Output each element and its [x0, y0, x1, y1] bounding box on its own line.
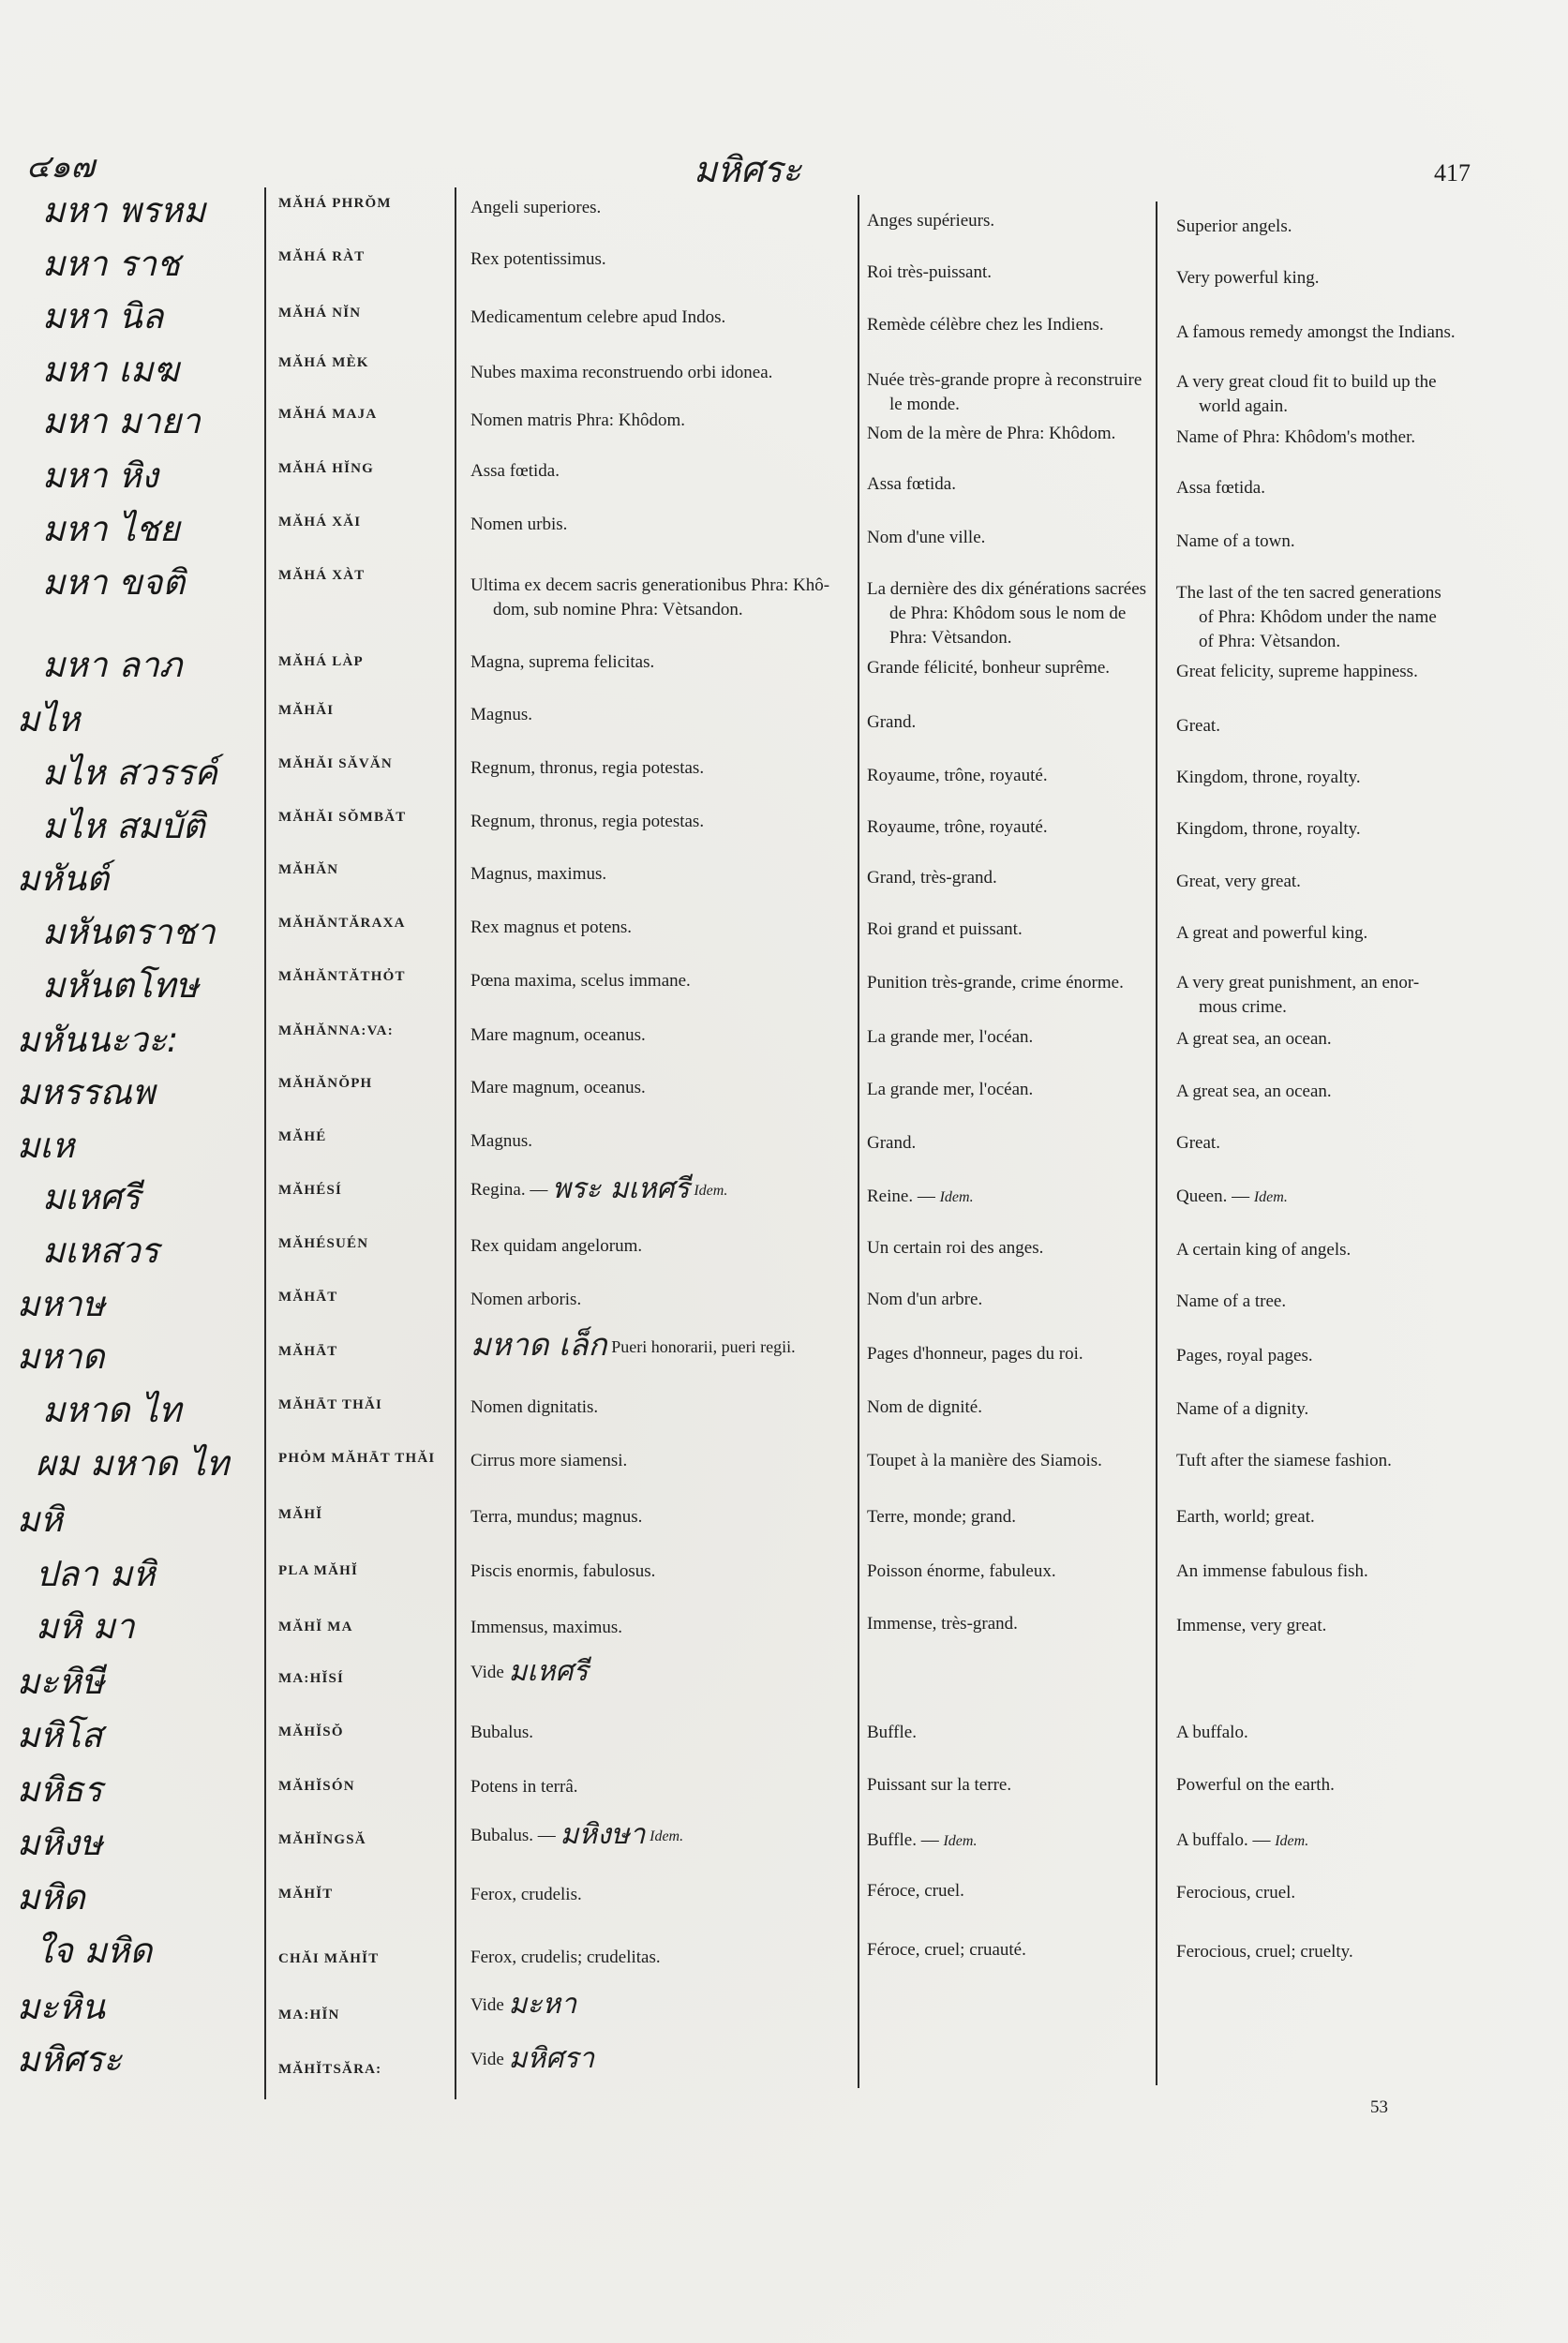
romanization: MĂHÉ: [278, 1129, 327, 1144]
french-line: Phra: Vètsandon.: [889, 628, 1012, 648]
latin-definition: Mare magnum, oceanus.: [470, 1025, 646, 1045]
latin-definition: Assa fœtida.: [470, 461, 560, 481]
english-definition: [1176, 971, 1478, 1020]
romanization: MĂHÁ RÀT: [278, 249, 366, 264]
latin-definition: Regnum, thronus, regia potestas.: [470, 758, 705, 778]
english-text: Queen. —: [1176, 1186, 1250, 1206]
english-definition: Great.: [1176, 1133, 1220, 1153]
french-definition: Grand, très-grand.: [867, 868, 997, 888]
thai-crossref: มหาด เล็ก: [470, 1326, 607, 1363]
english-definition: Immense, very great.: [1176, 1616, 1327, 1635]
english-line: world again.: [1199, 396, 1288, 416]
french-definition: Poisson énorme, fabuleux.: [867, 1561, 1056, 1581]
french-definition: Un certain roi des anges.: [867, 1238, 1044, 1258]
latin-definition: Angeli superiores.: [470, 198, 602, 217]
romanization: MĂHĂNŎPH: [278, 1076, 373, 1091]
thai-headword: มหาด ไท: [42, 1390, 182, 1430]
french-definition: [867, 577, 1165, 650]
romanization: MĂHĬ MA: [278, 1619, 353, 1634]
english-definition: Great felicity, supreme happiness.: [1176, 662, 1418, 681]
english-definition: [1176, 370, 1478, 419]
thai-headword: มหาด: [17, 1336, 105, 1377]
latin-text: Regina. —: [470, 1180, 548, 1200]
english-definition: Assa fœtida.: [1176, 478, 1265, 498]
romanization: MĂHÁ LÀP: [278, 654, 364, 669]
thai-headword: มหิธร: [17, 1769, 103, 1810]
thai-crossref: มะหา: [508, 1988, 577, 2021]
romanization: MĂHĂNTĂTHỎT: [278, 969, 406, 984]
thai-headword: มหา ขจติ: [42, 562, 186, 603]
thai-headword: มหา ลาภ: [42, 645, 183, 685]
latin-definition: Ferox, crudelis.: [470, 1885, 582, 1904]
english-definition: Very powerful king.: [1176, 268, 1320, 288]
thai-headword: มหา เมฆ: [42, 350, 179, 390]
romanization: CHĂI MĂHĬT: [278, 1951, 380, 1966]
column-rule: [264, 187, 266, 2099]
french-definition: Nom d'une ville.: [867, 528, 986, 547]
latin-definition: Terra, mundus; magnus.: [470, 1507, 643, 1527]
latin-definition: Rex magnus et potens.: [470, 918, 633, 937]
english-definition: Name of a dignity.: [1176, 1399, 1309, 1419]
latin-text: Vide: [470, 1663, 504, 1682]
english-line: The last of the ten sacred generations: [1176, 583, 1441, 603]
english-definition: Name of a town.: [1176, 531, 1295, 551]
idem-note: Idem.: [943, 1833, 978, 1849]
running-headword: มหิศระ: [694, 149, 802, 190]
english-text: A buffalo. —: [1176, 1830, 1271, 1850]
romanization: MA:HĬSÍ: [278, 1671, 345, 1686]
french-definition: La grande mer, l'océan.: [867, 1027, 1034, 1047]
french-definition: Féroce, cruel; cruauté.: [867, 1940, 1026, 1960]
latin-definition: Medicamentum celebre apud Indos.: [470, 307, 726, 327]
english-definition: Powerful on the earth.: [1176, 1775, 1335, 1795]
thai-headword: มหา ไชย: [42, 509, 180, 549]
english-line: of Phra: Vètsandon.: [1199, 632, 1341, 651]
latin-definition: [470, 2042, 850, 2075]
romanization: MĂHÉSÍ: [278, 1183, 343, 1198]
thai-headword: มหันนะวะ:: [17, 1020, 179, 1060]
romanization: MĂHĬT: [278, 1887, 334, 1902]
french-definition: Nom de la mère de Phra: Khôdom.: [867, 424, 1116, 443]
latin-definition: Rex quidam angelorum.: [470, 1236, 643, 1256]
romanization: MĂHĂNNA:VA:: [278, 1023, 394, 1038]
thai-headword: มหา หิง: [42, 455, 158, 496]
latin-definition: Cirrus more siamensi.: [470, 1451, 628, 1470]
english-definition: A great and powerful king.: [1176, 923, 1368, 943]
thai-headword: มหา ราช: [42, 244, 181, 284]
latin-definition: Regnum, thronus, regia potestas.: [470, 812, 705, 831]
french-definition: [867, 1185, 1165, 1210]
thai-crossref: มหิงษา: [560, 1818, 646, 1851]
french-text: Buffle. —: [867, 1830, 939, 1850]
latin-definition: Mare magnum, oceanus.: [470, 1078, 646, 1097]
french-text: Reine. —: [867, 1186, 935, 1206]
thai-headword: มไห: [17, 699, 81, 739]
french-definition: Féroce, cruel.: [867, 1881, 964, 1901]
french-definition: Grand.: [867, 1133, 917, 1153]
french-definition: Pages d'honneur, pages du roi.: [867, 1344, 1083, 1364]
latin-definition: Bubalus.: [470, 1723, 534, 1742]
thai-crossref: มหิศรา: [508, 2042, 595, 2075]
french-definition: Nom de dignité.: [867, 1397, 982, 1417]
french-definition: [867, 368, 1165, 417]
latin-definition: [470, 1988, 850, 2021]
french-definition: Royaume, trône, royauté.: [867, 817, 1048, 837]
latin-definition: [470, 1326, 850, 1363]
romanization: MĂHĂI SŎMBĂT: [278, 810, 407, 825]
romanization: MĂHĬTSĂRA:: [278, 2062, 382, 2077]
french-definition: Anges supérieurs.: [867, 211, 995, 231]
latin-definition: Ferox, crudelis; crudelitas.: [470, 1948, 661, 1967]
english-definition: Superior angels.: [1176, 216, 1292, 236]
latin-text: Bubalus. —: [470, 1826, 556, 1845]
english-line: of Phra: Khôdom under the name: [1199, 607, 1437, 627]
latin-definition: Nomen urbis.: [470, 515, 568, 534]
thai-headword: มหาษ: [17, 1284, 105, 1324]
french-definition: Grande félicité, bonheur suprême.: [867, 658, 1111, 678]
french-definition: [867, 1828, 1165, 1854]
thai-headword: มหา มายา: [42, 401, 201, 441]
english-definition: Great, very great.: [1176, 872, 1301, 891]
thai-headword: มหันตโทษ: [42, 965, 199, 1006]
french-line: La dernière des dix générations sacrées: [867, 579, 1147, 599]
english-definition: Great.: [1176, 716, 1220, 736]
thai-headword: มหิงษ: [17, 1823, 103, 1863]
thai-headword: มหิโส: [17, 1715, 103, 1755]
romanization: MĂHÁ MAJA: [278, 407, 378, 422]
latin-definition: Nomen dignitatis.: [470, 1397, 599, 1417]
latin-definition: Piscis enormis, fabulosus.: [470, 1561, 656, 1581]
thai-headword: มเห: [17, 1126, 75, 1166]
thai-headword: มหันต์: [17, 858, 110, 899]
column-rule: [858, 195, 859, 2088]
thai-headword: มหิด: [17, 1877, 85, 1918]
english-definition: Pages, royal pages.: [1176, 1346, 1313, 1366]
thai-headword: มเหศรี: [42, 1177, 141, 1217]
french-line: Nuée très-grande propre à reconstruire: [867, 370, 1142, 390]
latin-text: Vide: [470, 2050, 504, 2069]
thai-headword: มหิศระ: [17, 2039, 123, 2080]
latin-line: dom, sub nomine Phra: Vètsandon.: [493, 600, 743, 619]
thai-headword: ปลา มหิ: [36, 1554, 156, 1594]
latin-text: Pueri honorarii, pueri regii.: [611, 1337, 796, 1356]
french-line: de Phra: Khôdom sous le nom de: [889, 604, 1127, 623]
english-definition: [1176, 581, 1478, 654]
english-definition: Name of a tree.: [1176, 1291, 1287, 1311]
french-definition: Assa fœtida.: [867, 474, 956, 494]
latin-definition: Nomen arboris.: [470, 1290, 582, 1309]
english-definition: [1176, 1185, 1478, 1210]
idem-note: Idem.: [1275, 1833, 1309, 1849]
romanization: MA:HĬN: [278, 2007, 340, 2022]
romanization: MĂHĬSŎ: [278, 1724, 344, 1739]
english-definition: A great sea, an ocean.: [1176, 1082, 1332, 1101]
thai-headword: มะหิน: [17, 1987, 105, 2027]
latin-definition: [470, 1818, 850, 1851]
latin-definition: Magnus.: [470, 705, 532, 724]
english-definition: Kingdom, throne, royalty.: [1176, 768, 1361, 787]
romanization: MĂHÁ XĂI: [278, 515, 362, 530]
english-definition: A certain king of angels.: [1176, 1240, 1351, 1260]
signature-number: 53: [1370, 2097, 1388, 2117]
english-definition: A great sea, an ocean.: [1176, 1029, 1332, 1049]
thai-headword: มหิ มา: [36, 1606, 135, 1647]
english-line: mous crime.: [1199, 997, 1287, 1017]
thai-headword: มไห สมบัติ: [42, 806, 205, 846]
thai-headword: ผม มหาด ไท: [36, 1443, 230, 1484]
romanization: MĂHĀT THĂI: [278, 1397, 383, 1412]
french-definition: Nom d'un arbre.: [867, 1290, 983, 1309]
romanization: PLA MĂHĬ: [278, 1563, 359, 1578]
romanization: PHỎM MĂHĀT THĂI: [278, 1451, 436, 1466]
romanization: MĂHĂI SĂVĂN: [278, 756, 393, 771]
english-definition: A buffalo.: [1176, 1723, 1248, 1742]
thai-headword: มหา พรหม: [42, 190, 206, 231]
french-definition: Roi grand et puissant.: [867, 919, 1023, 939]
thai-crossref: มเหศรี: [508, 1655, 589, 1688]
english-definition: Earth, world; great.: [1176, 1507, 1315, 1527]
romanization: MĂHÉSUÉN: [278, 1236, 369, 1251]
latin-line: Ultima ex decem sacris generationibus Phra: Khô-: [470, 575, 830, 595]
french-definition: Buffle.: [867, 1723, 917, 1742]
idem-note: Idem.: [939, 1189, 974, 1205]
french-definition: Roi très-puissant.: [867, 262, 992, 282]
french-definition: La grande mer, l'océan.: [867, 1080, 1034, 1099]
thai-headword: มหันตราชา: [42, 912, 216, 952]
thai-crossref: พระ มเหศรี: [552, 1172, 690, 1205]
thai-headword: มหา นิล: [42, 296, 164, 336]
latin-definition: Magna, suprema felicitas.: [470, 652, 655, 672]
idem-note: Idem.: [694, 1183, 728, 1199]
thai-page-number: ๔๑๗: [26, 148, 95, 186]
romanization: MĂHÁ MÈK: [278, 355, 369, 370]
thai-headword: มหรรณพ: [17, 1072, 156, 1112]
romanization: MĂHĂNTĂRAXA: [278, 916, 406, 931]
latin-definition: [470, 1655, 850, 1688]
latin-definition: Rex potentissimus.: [470, 249, 606, 269]
english-definition: Kingdom, throne, royalty.: [1176, 819, 1361, 839]
english-definition: Ferocious, cruel.: [1176, 1883, 1296, 1903]
latin-definition: Nomen matris Phra: Khôdom.: [470, 410, 686, 430]
french-definition: Terre, monde; grand.: [867, 1507, 1017, 1527]
latin-definition: Pœna maxima, scelus immane.: [470, 971, 691, 991]
english-definition: A famous remedy amongst the Indians.: [1176, 322, 1456, 342]
romanization: MĂHĀT: [278, 1290, 338, 1305]
french-definition: Immense, très-grand.: [867, 1614, 1018, 1634]
thai-headword: ใจ มหิด: [36, 1931, 153, 1971]
french-line: le monde.: [889, 395, 960, 414]
thai-headword: มไห สวรรค์: [42, 753, 218, 793]
idem-note: Idem.: [1253, 1189, 1288, 1205]
latin-definition: Magnus.: [470, 1131, 532, 1151]
french-definition: Remède célèbre chez les Indiens.: [867, 315, 1104, 335]
romanization: MĂHÁ NĬN: [278, 306, 362, 321]
romanization: MĂHĂI: [278, 703, 335, 718]
english-line: A very great cloud fit to build up the: [1176, 372, 1437, 392]
english-definition: Name of Phra: Khôdom's mother.: [1176, 427, 1416, 447]
page-number: 417: [1434, 159, 1471, 187]
latin-definition: Nubes maxima reconstruendo orbi idonea.: [470, 363, 773, 382]
english-line: A very great punishment, an enor-: [1176, 973, 1420, 992]
romanization: MĂHĬNGSĂ: [278, 1832, 366, 1847]
latin-text: Vide: [470, 1995, 504, 2015]
latin-definition: Magnus, maximus.: [470, 864, 607, 884]
french-definition: Royaume, trône, royauté.: [867, 766, 1048, 785]
french-definition: Punition très-grande, crime énorme.: [867, 973, 1124, 992]
romanization: MĂHĂN: [278, 862, 339, 877]
french-definition: Grand.: [867, 712, 917, 732]
latin-definition: [470, 574, 850, 622]
romanization: MĂHĬ: [278, 1507, 323, 1522]
english-definition: Tuft after the siamese fashion.: [1176, 1451, 1392, 1470]
thai-headword: มะหิษี: [17, 1662, 105, 1702]
english-definition: [1176, 1828, 1478, 1854]
column-rule: [455, 187, 456, 2099]
french-definition: Puissant sur la terre.: [867, 1775, 1012, 1795]
thai-headword: มหิ: [17, 1500, 63, 1540]
english-definition: Ferocious, cruel; cruelty.: [1176, 1942, 1353, 1962]
french-definition: Toupet à la manière des Siamois.: [867, 1451, 1102, 1470]
romanization: MĂHÁ PHRŎM: [278, 196, 392, 211]
latin-definition: Immensus, maximus.: [470, 1618, 623, 1637]
romanization: MĂHĀT: [278, 1344, 338, 1359]
romanization: MĂHĬSÓN: [278, 1779, 355, 1794]
thai-headword: มเหสวร: [42, 1231, 159, 1271]
romanization: MĂHÁ HĬNG: [278, 461, 375, 476]
idem-note: Idem.: [650, 1828, 684, 1844]
english-definition: An immense fabulous fish.: [1176, 1561, 1368, 1581]
romanization: MĂHÁ XÀT: [278, 568, 366, 583]
latin-definition: [470, 1172, 850, 1205]
latin-definition: Potens in terrâ.: [470, 1777, 578, 1797]
